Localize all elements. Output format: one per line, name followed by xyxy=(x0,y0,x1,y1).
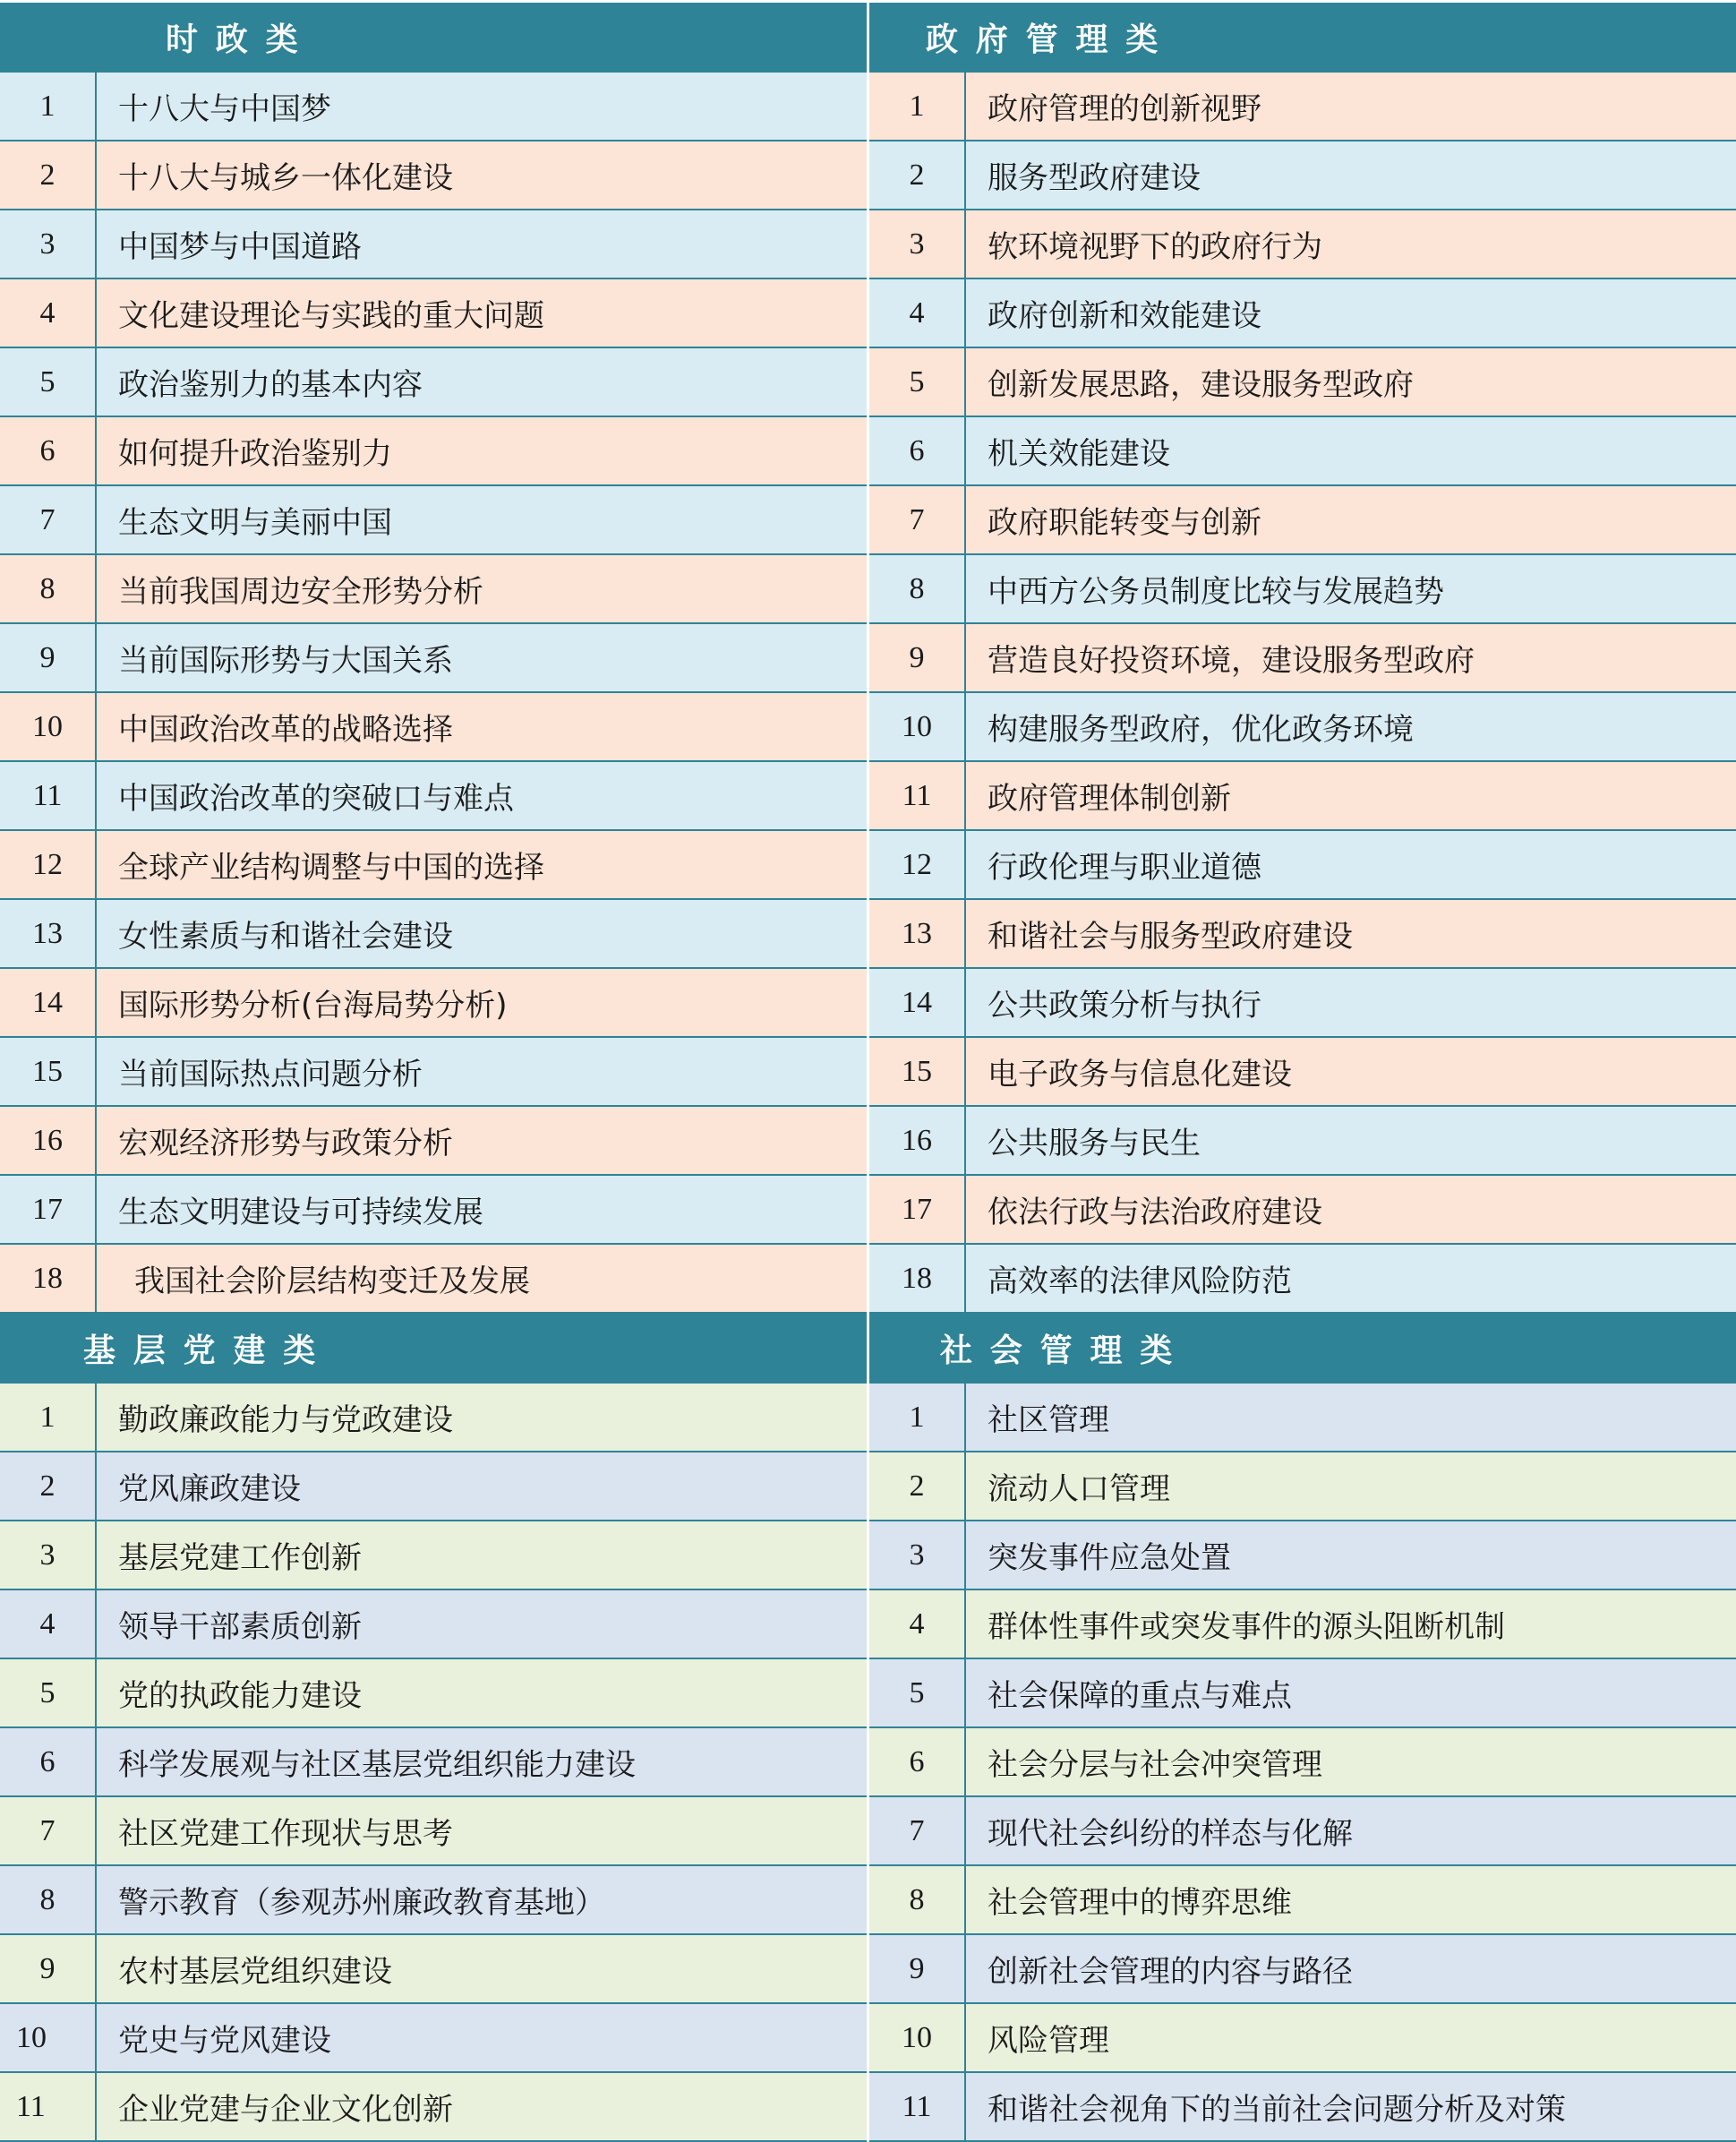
row-number: 11 xyxy=(869,2073,966,2140)
section-title-current-affairs: 时政类 xyxy=(0,3,867,73)
table-row xyxy=(0,2004,867,2073)
row-number: 4 xyxy=(0,279,97,347)
table-row xyxy=(0,417,867,486)
course-title: 中国梦与中国道路 xyxy=(118,229,362,265)
course-title: 营造良好投资环境，建设服务型政府 xyxy=(988,643,1475,679)
course-title: 党风廉政建设 xyxy=(118,1471,301,1507)
row-number: 10 xyxy=(869,2004,966,2071)
row-number: 6 xyxy=(0,1728,97,1795)
course-title: 党史与党风建设 xyxy=(118,2023,331,2059)
table-row xyxy=(0,831,867,900)
table-row xyxy=(0,1452,867,1521)
section-title-social-management: 社会管理类 xyxy=(869,1314,1736,1384)
course-title: 我国社会阶层结构变迁及发展 xyxy=(134,1264,530,1299)
row-number: 12 xyxy=(869,831,966,898)
course-title: 和谐社会视角下的当前社会问题分析及对策 xyxy=(988,2092,1566,2128)
row-number: 5 xyxy=(0,1659,97,1726)
social-management-section xyxy=(869,1314,1736,2142)
table-row xyxy=(869,1521,1736,1590)
table-row xyxy=(869,1452,1736,1521)
row-number: 16 xyxy=(869,1107,966,1174)
table-row xyxy=(0,1797,867,1866)
table-row xyxy=(869,210,1736,279)
table-row xyxy=(869,1728,1736,1797)
course-title: 风险管理 xyxy=(988,2023,1109,2059)
course-title: 社会保障的重点与难点 xyxy=(988,1678,1292,1714)
table-row xyxy=(869,1176,1736,1245)
row-number: 1 xyxy=(869,1384,966,1451)
course-title: 十八大与中国梦 xyxy=(118,91,331,127)
row-number: 10 xyxy=(0,2004,97,2071)
row-number: 9 xyxy=(0,624,97,691)
table-row xyxy=(0,210,867,279)
table-row xyxy=(869,624,1736,693)
table-row xyxy=(869,2073,1736,2142)
course-title: 政治鉴别力的基本内容 xyxy=(118,367,423,403)
table-row xyxy=(869,555,1736,624)
course-title: 突发事件应急处置 xyxy=(988,1540,1231,1576)
table-row xyxy=(869,73,1736,141)
row-number: 1 xyxy=(0,1384,97,1451)
row-number: 9 xyxy=(869,1935,966,2002)
row-number: 10 xyxy=(0,693,97,760)
table-row xyxy=(0,1935,867,2004)
table-row xyxy=(869,1866,1736,1935)
bottom-block xyxy=(0,1314,1736,2142)
row-number: 5 xyxy=(869,348,966,416)
course-title: 和谐社会与服务型政府建设 xyxy=(988,919,1353,955)
row-number: 3 xyxy=(0,1521,97,1589)
row-number: 6 xyxy=(0,417,97,484)
row-number: 6 xyxy=(869,1728,966,1795)
table-row xyxy=(869,417,1736,486)
row-number: 18 xyxy=(869,1245,966,1312)
table-row xyxy=(869,1797,1736,1866)
course-title: 服务型政府建设 xyxy=(988,160,1201,196)
row-number: 2 xyxy=(0,1452,97,1520)
table-row xyxy=(0,348,867,417)
top-block xyxy=(0,3,1736,1314)
row-number: 11 xyxy=(869,762,966,829)
table-row xyxy=(869,348,1736,417)
social-management-list xyxy=(869,1384,1736,2142)
course-title: 如何提升政治鉴别力 xyxy=(118,436,392,472)
government-management-list xyxy=(869,73,1736,1314)
row-number: 3 xyxy=(869,1521,966,1589)
table-row xyxy=(0,762,867,831)
course-title: 构建服务型政府，优化政务环境 xyxy=(988,712,1414,748)
current-affairs-list xyxy=(0,73,867,1314)
row-number: 5 xyxy=(0,348,97,416)
course-title: 十八大与城乡一体化建设 xyxy=(118,160,453,196)
course-title: 农村基层党组织建设 xyxy=(118,1954,392,1990)
row-number: 13 xyxy=(869,900,966,967)
course-title: 当前国际热点问题分析 xyxy=(118,1057,423,1092)
course-title: 创新发展思路，建设服务型政府 xyxy=(988,367,1414,403)
row-number: 11 xyxy=(0,762,97,829)
row-number: 7 xyxy=(0,486,97,553)
course-title: 领导干部素质创新 xyxy=(118,1609,362,1645)
row-number: 17 xyxy=(0,1176,97,1243)
course-title: 女性素质与和谐社会建设 xyxy=(118,919,453,955)
table-row xyxy=(0,624,867,693)
row-number: 14 xyxy=(0,969,97,1036)
table-row xyxy=(0,969,867,1038)
course-title: 公共服务与民生 xyxy=(988,1126,1201,1161)
table-row xyxy=(0,73,867,141)
current-affairs-section xyxy=(0,3,867,1314)
row-number: 11 xyxy=(0,2073,97,2140)
course-title: 依法行政与法治政府建设 xyxy=(988,1195,1322,1230)
row-number: 18 xyxy=(0,1245,97,1312)
course-title: 高效率的法律风险防范 xyxy=(988,1264,1292,1299)
row-number: 7 xyxy=(869,486,966,553)
table-row xyxy=(0,1728,867,1797)
course-title: 宏观经济形势与政策分析 xyxy=(118,1126,453,1161)
row-number: 8 xyxy=(0,1866,97,1933)
course-title: 群体性事件或突发事件的源头阻断机制 xyxy=(988,1609,1505,1645)
table-row xyxy=(0,1590,867,1659)
course-title: 现代社会纠纷的样态与化解 xyxy=(988,1816,1353,1852)
government-management-section xyxy=(869,3,1736,1314)
course-title: 公共政策分析与执行 xyxy=(988,988,1261,1024)
course-title: 机关效能建设 xyxy=(988,436,1170,472)
table-row xyxy=(0,1038,867,1107)
section-title-party-building: 基层党建类 xyxy=(0,1314,867,1384)
row-number: 17 xyxy=(869,1176,966,1243)
table-row xyxy=(0,1659,867,1728)
course-title: 中国政治改革的战略选择 xyxy=(118,712,453,748)
table-row xyxy=(869,279,1736,348)
table-row xyxy=(869,693,1736,762)
table-row xyxy=(869,1245,1736,1314)
course-title: 社区党建工作现状与思考 xyxy=(118,1816,453,1852)
course-title: 文化建设理论与实践的重大问题 xyxy=(118,298,544,334)
table-row xyxy=(869,831,1736,900)
course-title: 全球产业结构调整与中国的选择 xyxy=(118,850,544,886)
table-row xyxy=(0,693,867,762)
table-row xyxy=(869,900,1736,969)
row-number: 14 xyxy=(869,969,966,1036)
row-number: 4 xyxy=(869,279,966,347)
course-title: 流动人口管理 xyxy=(988,1471,1170,1507)
table-row xyxy=(869,1038,1736,1107)
course-title: 政府职能转变与创新 xyxy=(988,505,1261,541)
row-number: 15 xyxy=(869,1038,966,1105)
course-title: 行政伦理与职业道德 xyxy=(988,850,1261,886)
table-row xyxy=(869,1590,1736,1659)
course-title: 中西方公务员制度比较与发展趋势 xyxy=(988,574,1444,610)
row-number: 8 xyxy=(869,555,966,622)
table-row xyxy=(0,1521,867,1590)
table-row xyxy=(869,1107,1736,1176)
section-title-government-management: 政府管理类 xyxy=(869,3,1736,73)
course-title: 政府创新和效能建设 xyxy=(988,298,1261,334)
row-number: 6 xyxy=(869,417,966,484)
course-title: 社会管理中的博弈思维 xyxy=(988,1885,1292,1921)
row-number: 7 xyxy=(869,1797,966,1864)
table-row xyxy=(0,2073,867,2142)
row-number: 2 xyxy=(869,141,966,209)
row-number: 2 xyxy=(869,1452,966,1520)
table-row xyxy=(869,141,1736,210)
course-title: 警示教育（参观苏州廉政教育基地） xyxy=(118,1885,605,1921)
table-row xyxy=(0,1384,867,1452)
table-row xyxy=(869,1384,1736,1452)
table-row xyxy=(0,1866,867,1935)
course-title: 电子政务与信息化建设 xyxy=(988,1057,1292,1092)
course-title: 生态文明建设与可持续发展 xyxy=(118,1195,483,1230)
table-row xyxy=(869,969,1736,1038)
row-number: 9 xyxy=(869,624,966,691)
table-row xyxy=(869,1935,1736,2004)
table-row xyxy=(0,1245,867,1314)
course-title: 社区管理 xyxy=(988,1402,1109,1438)
course-title: 企业党建与企业文化创新 xyxy=(118,2092,453,2128)
row-number: 12 xyxy=(0,831,97,898)
row-number: 10 xyxy=(869,693,966,760)
row-number: 3 xyxy=(869,210,966,278)
row-number: 4 xyxy=(869,1590,966,1658)
party-building-list xyxy=(0,1384,867,2142)
row-number: 1 xyxy=(869,73,966,140)
row-number: 9 xyxy=(0,1935,97,2002)
row-number: 8 xyxy=(869,1866,966,1933)
row-number: 4 xyxy=(0,1590,97,1658)
course-title: 生态文明与美丽中国 xyxy=(118,505,392,541)
course-title: 国际形势分析(台海局势分析) xyxy=(118,988,508,1024)
course-title: 中国政治改革的突破口与难点 xyxy=(118,781,514,817)
row-number: 2 xyxy=(0,141,97,209)
table-row xyxy=(869,2004,1736,2073)
course-title: 创新社会管理的内容与路径 xyxy=(988,1954,1353,1990)
table-row xyxy=(0,900,867,969)
course-title: 社会分层与社会冲突管理 xyxy=(988,1747,1322,1783)
party-building-section xyxy=(0,1314,867,2142)
row-number: 15 xyxy=(0,1038,97,1105)
row-number: 13 xyxy=(0,900,97,967)
course-title: 党的执政能力建设 xyxy=(118,1678,362,1714)
course-title: 政府管理的创新视野 xyxy=(988,91,1261,127)
row-number: 16 xyxy=(0,1107,97,1174)
table-row xyxy=(0,555,867,624)
row-number: 8 xyxy=(0,555,97,622)
row-number: 7 xyxy=(0,1797,97,1864)
row-number: 1 xyxy=(0,73,97,140)
course-title: 当前国际形势与大国关系 xyxy=(118,643,453,679)
course-title: 勤政廉政能力与党政建设 xyxy=(118,1402,453,1438)
table-row xyxy=(869,762,1736,831)
course-title: 政府管理体制创新 xyxy=(988,781,1231,817)
table-row xyxy=(0,1176,867,1245)
table-row xyxy=(0,1107,867,1176)
table-row xyxy=(869,486,1736,555)
course-title: 软环境视野下的政府行为 xyxy=(988,229,1322,265)
table-row xyxy=(0,279,867,348)
course-title: 当前我国周边安全形势分析 xyxy=(118,574,483,610)
course-catalog xyxy=(0,3,1736,2142)
row-number: 3 xyxy=(0,210,97,278)
table-row xyxy=(0,141,867,210)
table-row xyxy=(0,486,867,555)
table-row xyxy=(869,1659,1736,1728)
course-title: 基层党建工作创新 xyxy=(118,1540,362,1576)
row-number: 5 xyxy=(869,1659,966,1726)
course-title: 科学发展观与社区基层党组织能力建设 xyxy=(118,1747,636,1783)
